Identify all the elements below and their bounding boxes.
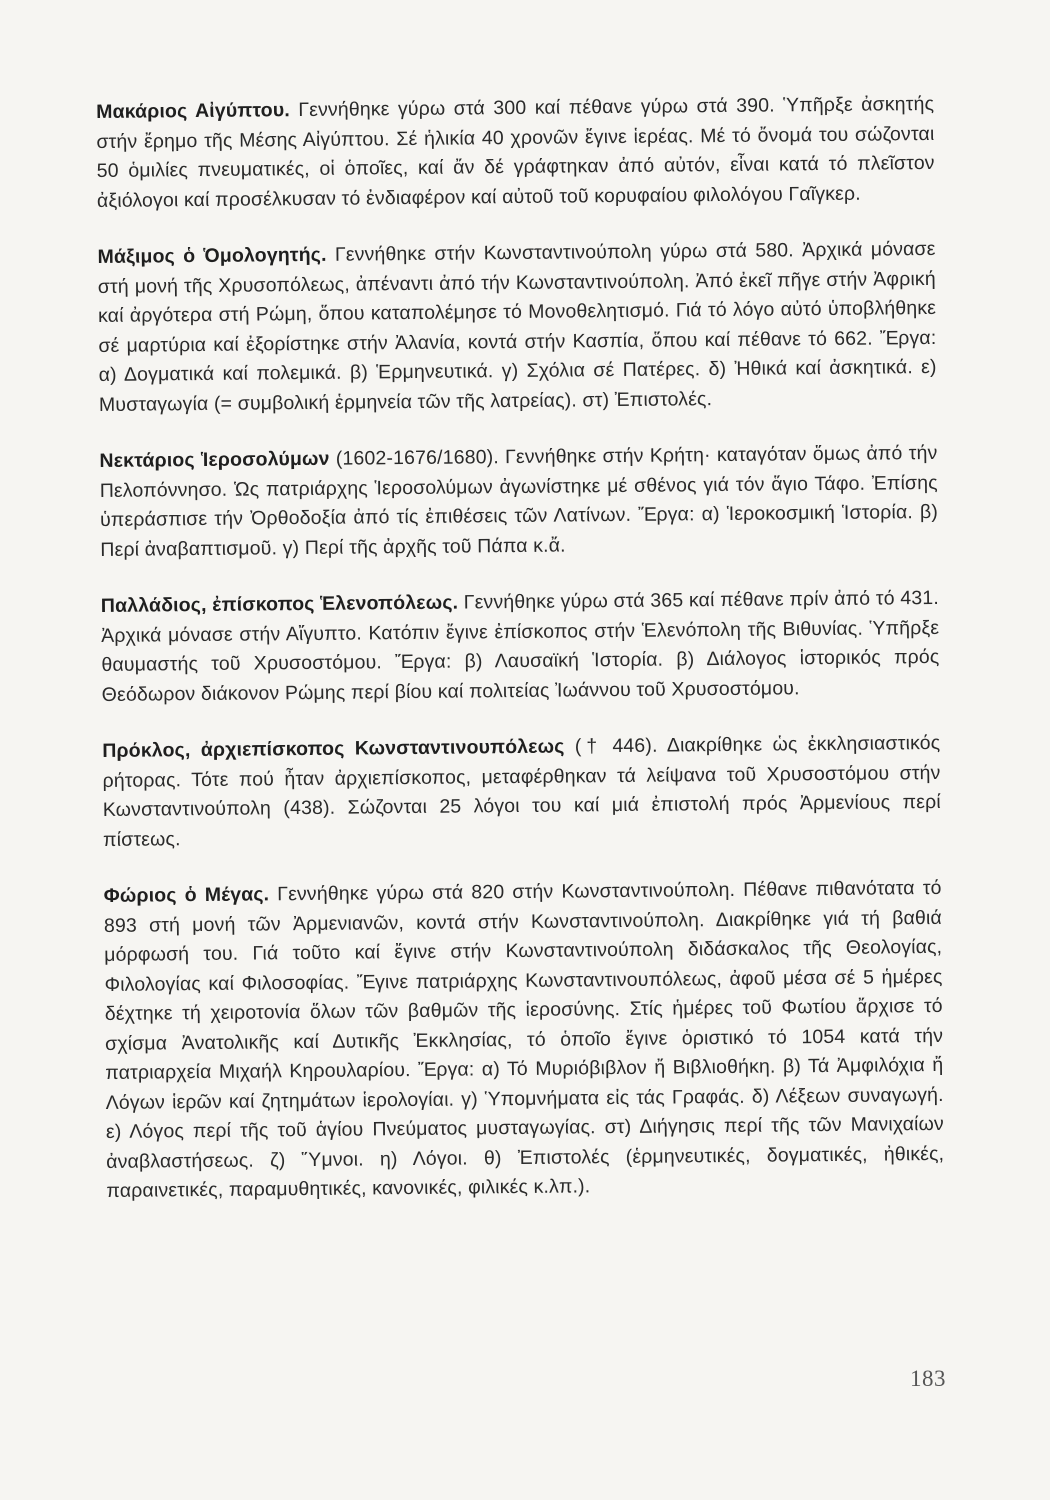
entries-text-block xyxy=(96,90,945,1206)
entry-name: Μάξιμος ὁ Ὁμολογητής. xyxy=(97,243,327,268)
entry-fotios xyxy=(104,874,945,1207)
entry-text: Γεννήθηκε γύρω στά 365 καί πέθανε πρίν ἀπό τό 431. Ἀρχικά μόνασε στήν Αἴγυπτο. Κατόπιν ἔγινε ἐπίσκοπος στήν Ἑλενόπολη τῆς Βιθυνίας. Ὑπῆρξε θαυμαστής τοῦ Χρυσοστόμου. Ἔργα: β) Λαυσαϊκή Ἱστορία. β) Διάλογος ἱστορικός πρός Θεόδωρον διάκονον Ρώμης περί βίου καί πολιτείας Ἰωάννου τοῦ Χρυσοστόμου. xyxy=(101,586,940,706)
entry-text: Γεννήθηκε γύρω στά 300 καί πέθανε γύρω στά 390. Ὑπῆρξε ἀσκητής στήν ἔρημο τῆς Μέσης Αἰγύπτου. Σέ ἡλικία 40 χρονῶν ἔγινε ἱερέας. Μέ τό ὄνομά του σώζονται 50 ὁμιλίες πνευματικές, οἱ ὁποῖες, καί ἄν δέ γράφτηκαν ἀπό αὐτόν, εἶναι κατά τό πλεῖστον ἀξιόλογοι καί προσέλκυσαν τό ἐνδιαφέρον καί αὐτοῦ τοῦ κορυφαίου φιλολόγου Γαῖγκερ. xyxy=(96,92,935,212)
entry-text: (1602-1676/1680). Γεννήθηκε στήν Κρήτη· καταγόταν ὅμως ἀπό τήν Πελοπόννησο. Ὡς πατριάρχης Ἱεροσολύμων ἀγωνίστηκε μέ σθένος γιά τόν ἅγιο Τάφο. Ἐπίσης ὑπεράσπισε τήν Ὀρθοδοξία ἀπό τίς ἐπιθέσεις τῶν Λατίνων. Ἔργα: α) Ἱεροκοσμική Ἱστορία. β) Περί ἀναβαπτισμοῦ. γ) Περί τῆς ἀρχῆς τοῦ Πάπα κ.ἄ. xyxy=(99,441,939,561)
page-number: 183 xyxy=(910,1366,946,1391)
entry-proklos xyxy=(102,729,941,855)
entry-name: Πρόκλος, ἀρχιεπίσκοπος Κωνσταντινουπόλεως xyxy=(102,735,565,762)
entry-palladios xyxy=(101,584,940,710)
entry-nektarios xyxy=(99,439,938,565)
entry-text: († 446). Διακρίθηκε ὡς ἐκκλησιαστικός ρήτορας. Τότε πού ἦταν ἀρχιεπίσκοπος, μεταφέρθηκαν τά λείψανα τοῦ Χρυσοστόμου στήν Κωνσταντινούπολη (438). Σώζονται 25 λόγοι του καί μιά ἐπιστολή πρός Ἀρμενίους περί πίστεως. xyxy=(102,731,941,851)
entry-name: Νεκτάριος Ἱεροσολύμων xyxy=(99,447,330,472)
entry-name: Παλλάδιος, ἐπίσκοπος Ἑλενοπόλεως. xyxy=(100,591,459,617)
entry-maximos xyxy=(97,235,937,420)
entry-name: Μακάριος Αἰγύπτου. xyxy=(96,99,290,123)
entry-text: Γεννήθηκε στήν Κωνσταντινούπολη γύρω στά 580. Ἀρχικά μόνασε στή μονή τῆς Χρυσοπόλεως, ἀπέναντι ἀπό τήν Κωνσταντινούπολη. Ἀπό ἐκεῖ πῆγε στήν Ἀφρική καί ἀργότερα στή Ρώμη, ὅπου καταπολέμησε τό Μονοθελητισμό. Γιά τό λόγο αὐτό ὑποβλήθηκε σέ μαρτύρια καί ἐξορίστηκε στήν Ἀλανία, κοντά στήν Κασπία, ὅπου καί πέθανε τό 662. Ἔργα: α) Δογματικά καί πολεμικά. β) Ἑρμηνευτικά. γ) Σχόλια σέ Πατέρες. δ) Ἠθικά καί ἀσκητικά. ε) Μυσταγωγία (= συμβολική ἑρμηνεία τῶν τῆς λατρείας). στ) Ἐπιστολές. xyxy=(97,237,937,416)
entry-makarios xyxy=(96,90,935,216)
entry-text: Γεννήθηκε γύρω στά 820 στήν Κωνσταντινούπολη. Πέθανε πιθανότατα τό 893 στή μονή τῶν Ἀρμενιανῶν, κοντά στήν Κωνσταντινούπολη. Διακρίθηκε γιά τή βαθιά μόρφωσή του. Γιά τοῦτο καί ἔγινε στήν Κωνσταντινούπολη διδάσκαλος τῆς Θεολογίας, Φιλολογίας καί Φιλοσοφίας. Ἔγινε πατριάρχης Κωνσταντινουπόλεως, ἀφοῦ μέσα σέ 5 ἡμέρες δέχτηκε τή χειροτονία ὅλων τῶν βαθμῶν τῆς ἱεροσύνης. Στίς ἡμέρες τοῦ Φωτίου ἄρχισε τό σχίσμα Ἀνατολικῆς καί Δυτικῆς Ἐκκλησίας, τό ὁποῖο ἔγινε ὁριστικό τό 1054 κατά τήν πατριαρχεία Μιχαήλ Κηρουλαρίου. Ἔργα: α) Τό Μυριόβιβλον ἤ Βιβλιοθήκη. β) Τά Ἀμφιλόχια ἤ Λόγων ἱερῶν καί ζητημάτων ἱερολογίαι. γ) Ὑπομνήματα εἰς τάς Γραφάς. δ) Λέξεων συναγωγή. ε) Λόγος περί τῆς τοῦ ἁγίου Πνεύματος μυσταγωγίας. στ) Διήγησις περί τῆς τῶν Μανιχαίων ἀναβλαστήσεως. ζ) Ὕμνοι. η) Λόγοι. θ) Ἐπιστολές (ἑρμηνευτικές, δογματικές, ἠθικές, παραινετικές, παραμυθητικές, κανονικές, φιλικές κ.λπ.). xyxy=(103,876,945,1202)
entry-name: Φώριος ὁ Μέγας. xyxy=(103,883,270,907)
